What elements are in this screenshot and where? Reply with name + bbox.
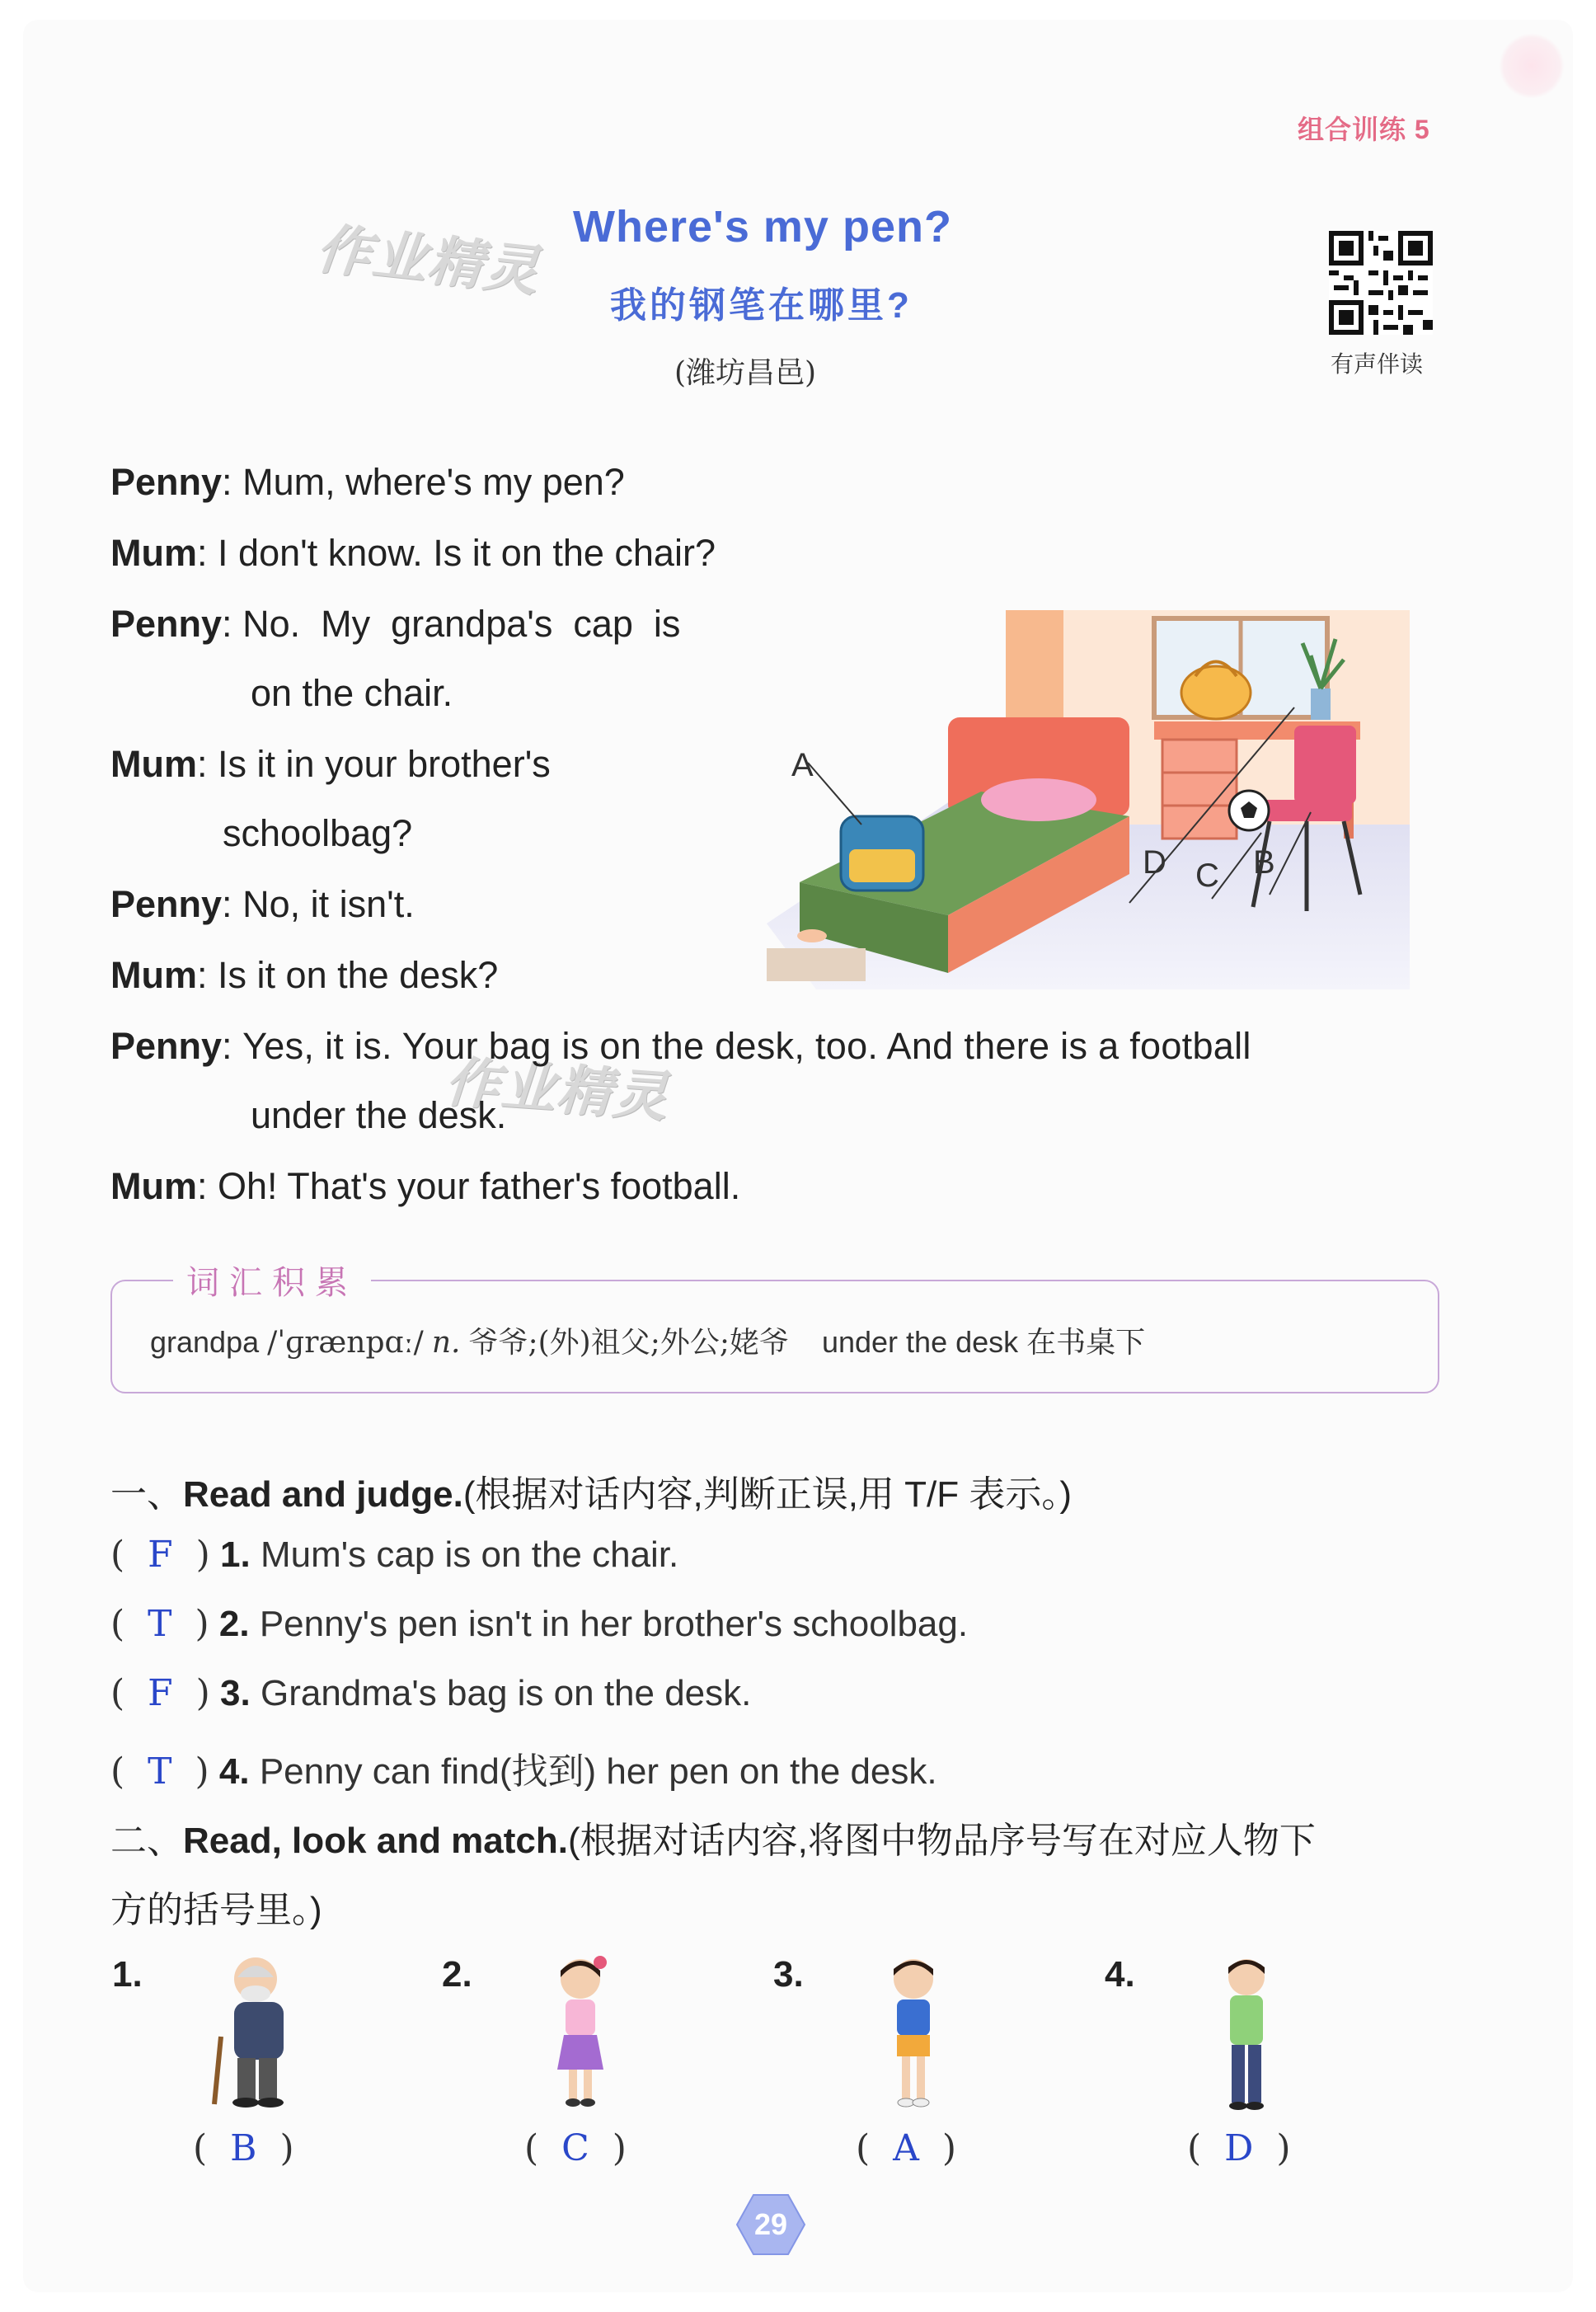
item-text: Penny can find(找到) her pen on the desk. [259, 1751, 937, 1792]
match-answer-slot [856, 2127, 956, 2169]
figure-number: 4. [1105, 1954, 1135, 1995]
vocab-meaning: 爷爷;(外)祖父;外公;姥爷 [468, 1326, 789, 1360]
paren-right: ) [172, 1672, 210, 1714]
paren-right: ) [256, 2127, 294, 2169]
answer[interactable]: C [561, 2127, 589, 2169]
dialogue-line [110, 956, 498, 994]
speaker-separator: : [222, 1025, 232, 1067]
speaker-separator: : [222, 883, 232, 925]
qr-label: 有声伴读 [1331, 351, 1424, 377]
part1-instruction: (根据对话内容,判断正误,用 T/F 表示。) [462, 1474, 1073, 1515]
judge-item [110, 1603, 968, 1645]
item-number: 3. [220, 1673, 251, 1713]
part1-title: Read and judge. [183, 1474, 463, 1515]
part1-heading [110, 1464, 1072, 1517]
part2-instruction: (根据对话内容,将图中物品序号写在对应人物下 [567, 1821, 1316, 1861]
label-c: C [1195, 858, 1219, 894]
line-text: on the chair. [251, 672, 453, 714]
paren-left: ( [110, 1672, 148, 1714]
grandpa-figure [204, 1954, 312, 2111]
vocab-phrase: under the desk [821, 1325, 1019, 1359]
father-figure [1205, 1954, 1288, 2119]
line-text: Mum, where's my pen? [242, 461, 625, 503]
answer[interactable]: F [148, 1672, 173, 1714]
vocab-entry [150, 1319, 1145, 1361]
speaker-separator: : [197, 743, 208, 785]
dialogue-line [110, 883, 415, 925]
qr-code-icon[interactable] [1329, 231, 1433, 335]
line-text: Is it on the desk? [218, 954, 499, 996]
speaker: Penny [110, 603, 223, 645]
speaker-separator: : [197, 954, 208, 996]
item-text: Penny's pen isn't in her brother's schoolbag. [259, 1604, 969, 1644]
item-number: 1. [220, 1534, 251, 1575]
vocab-pos: n. [431, 1326, 461, 1360]
title-chinese: 我的钢笔在哪里? [610, 285, 913, 326]
line-text: No, it isn't. [242, 883, 415, 925]
vocab-phonetic: /ˈɡrænpɑː/ [267, 1326, 424, 1360]
line-text: No. My grandpa's cap is [242, 603, 681, 645]
title-english: Where's my pen? [573, 202, 952, 251]
line-text: schoolbag? [223, 812, 413, 854]
paren-right: ) [171, 1603, 209, 1645]
label-d: D [1143, 844, 1166, 881]
line-text: Is it in your brother's [218, 743, 551, 785]
answer[interactable]: B [230, 2127, 257, 2169]
girl-figure [539, 1954, 622, 2111]
paren-right: ) [171, 1750, 209, 1793]
line-text: Oh! That's your father's football. [218, 1165, 741, 1207]
answer[interactable]: D [1224, 2127, 1254, 2169]
paren-left: ( [110, 1750, 148, 1793]
item-number: 4. [218, 1751, 250, 1792]
speaker: Penny [110, 883, 223, 925]
paren-left: ( [856, 2127, 894, 2169]
dialogue-line [110, 1025, 1438, 1067]
speaker-separator: : [197, 532, 208, 574]
label-b: B [1253, 844, 1275, 881]
line-text: Yes, it is. Your bag is on the desk, too. And there is a football [242, 1025, 1251, 1067]
speaker: Mum [110, 1165, 197, 1207]
answer[interactable]: T [148, 1750, 172, 1793]
figure-number: 2. [442, 1954, 472, 1995]
match-answer-slot [193, 2127, 294, 2169]
paren-left: ( [1187, 2127, 1225, 2169]
answer[interactable]: F [148, 1534, 173, 1576]
item-text: Mum's cap is on the chair. [260, 1534, 679, 1575]
paren-right: ) [1253, 2127, 1291, 2169]
section-tag: 组合训练 5 [1298, 115, 1430, 144]
boy-figure [872, 1954, 955, 2111]
dialogue-line [110, 603, 681, 645]
dialogue-line [110, 532, 716, 574]
dialogue-line [110, 461, 625, 503]
dialogue-line [251, 674, 453, 712]
judge-item [110, 1672, 751, 1714]
match-answer-slot [524, 2127, 627, 2169]
bedroom-illustration [767, 610, 1410, 989]
part2-instruction-cont: 方的括号里。) [110, 1890, 322, 1930]
item-number: 2. [218, 1604, 250, 1644]
figure-number: 3. [773, 1954, 804, 1995]
paren-left: ( [193, 2127, 231, 2169]
paren-right: ) [172, 1534, 210, 1576]
speaker-separator: : [222, 461, 232, 503]
watermark: 作业精灵 [443, 1050, 671, 1128]
source-note: (潍坊昌邑) [674, 356, 817, 390]
label-a: A [791, 747, 814, 783]
speaker: Mum [110, 743, 197, 785]
speaker-separator: : [222, 603, 232, 645]
part2-prefix: 二、 [110, 1821, 183, 1861]
judge-item [110, 1534, 678, 1576]
judge-item [110, 1741, 937, 1794]
paren-left: ( [524, 2127, 562, 2169]
vocab-word: grandpa [150, 1325, 260, 1359]
page-number: 29 [753, 2207, 788, 2241]
paren-right: ) [918, 2127, 957, 2169]
figure-number: 1. [112, 1954, 143, 1995]
speaker: Mum [110, 532, 197, 574]
dialogue-line [251, 1094, 507, 1136]
flower-decoration [1499, 33, 1565, 99]
line-text: I don't know. Is it on the chair? [218, 532, 716, 574]
part1-prefix: 一、 [110, 1474, 183, 1515]
dialogue-line [110, 743, 551, 785]
paren-left: ( [110, 1534, 148, 1576]
line-text: under the desk. [251, 1094, 507, 1136]
match-answer-slot [1187, 2127, 1291, 2169]
answer[interactable]: A [893, 2127, 919, 2169]
vocab-title: 词汇积累 [173, 1257, 371, 1304]
paren-left: ( [110, 1603, 148, 1645]
answer[interactable]: T [148, 1603, 172, 1645]
part2-heading [110, 1811, 1316, 1863]
part2-title: Read, look and match. [183, 1821, 568, 1861]
dialogue-line [223, 812, 413, 854]
dialogue-line [110, 1165, 741, 1207]
paren-right: ) [589, 2127, 627, 2169]
watermark: 作业精灵 [313, 217, 543, 302]
speaker-separator: : [197, 1165, 208, 1207]
speaker: Penny [110, 461, 223, 503]
speaker: Penny [110, 1025, 223, 1067]
speaker: Mum [110, 954, 197, 996]
item-text: Grandma's bag is on the desk. [260, 1673, 752, 1713]
vocab-phrase-meaning: 在书桌下 [1026, 1326, 1146, 1360]
